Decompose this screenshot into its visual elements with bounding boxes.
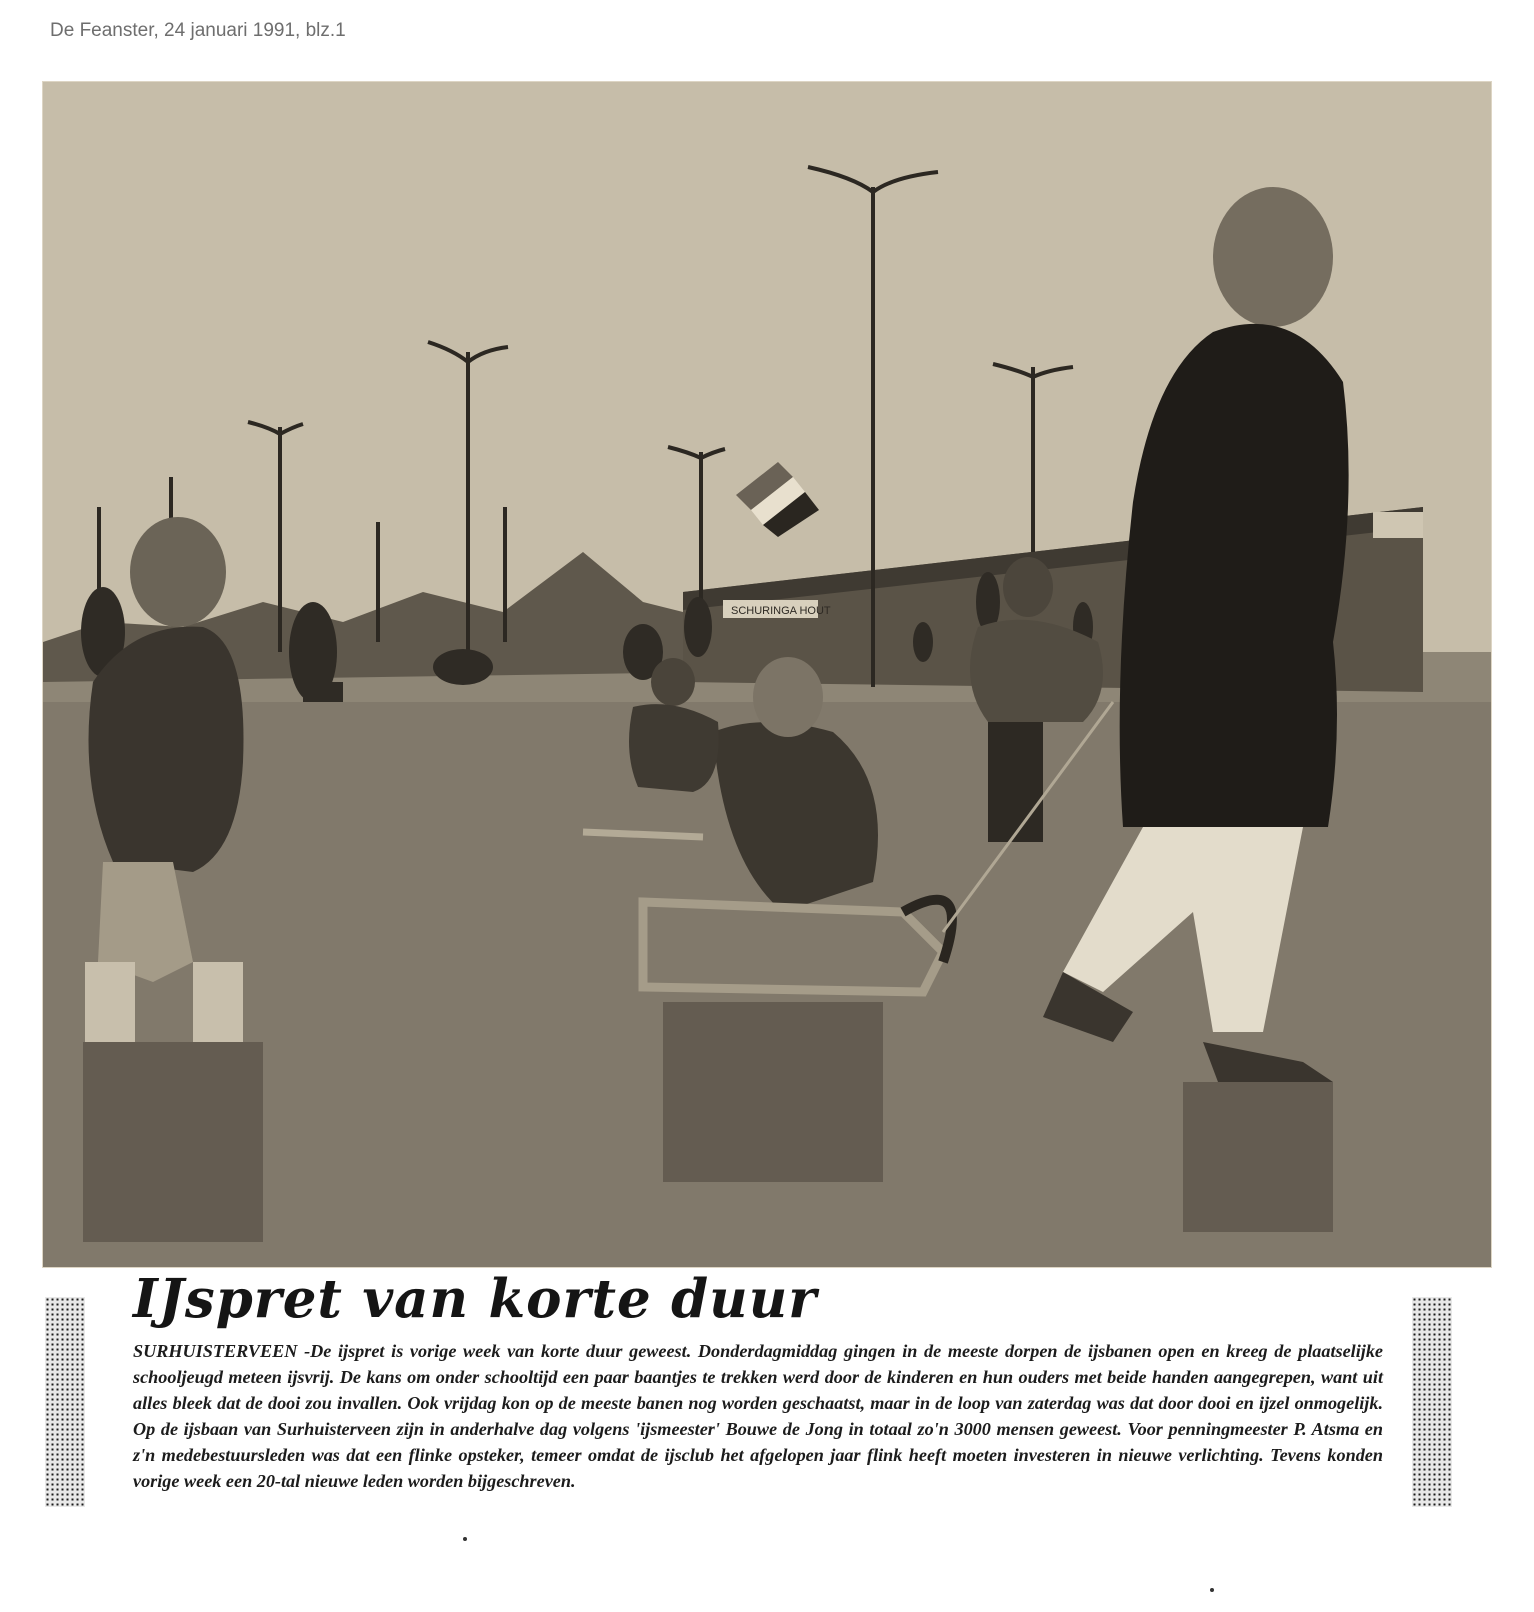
newspaper-photo: [42, 81, 1492, 1268]
decorative-stipple-left: [45, 1297, 85, 1507]
print-speck: [1210, 1588, 1214, 1592]
decorative-stipple-right: [1412, 1297, 1452, 1507]
article-headline: IJspret van korte duur: [133, 1268, 818, 1330]
source-caption: De Feanster, 24 januari 1991, blz.1: [50, 20, 346, 41]
article-body: SURHUISTERVEEN -De ijspret is vorige week van korte duur geweest. Donderdagmiddag gingen in de meeste dorpen de ijsbanen open en kreeg de plaatselijke schooljeugd meteen ijsvrij. De kans om onder schooltijd een paar baantjes te trekken werd door de kinderen en hun ouders met beide handen aangegrepen, want uit alles bleek dat de dooi zou invallen. Ook vrijdag kon op de meeste banen nog worden geschaatst, maar in de loop van zaterdag was dat door dooi en ijzel onmogelijk. Op de ijsbaan van Surhuisterveen zijn in anderhalve dag volgens 'ijsmeester' Bouwe de Jong in totaal zo'n 3000 mensen geweest. Voor penningmeester P. Atsma en z'n medebestuursleden was dat een flinke opsteker, temeer omdat de ijsclub het afgelopen jaar flink heeft moeten investeren in nieuwe verlichting. Tevens konden vorige week een 20-tal nieuwe leden worden bijgeschreven.: [133, 1341, 1383, 1491]
building-sign: SCHURINGA HOUT: [731, 605, 831, 617]
print-speck: [463, 1537, 467, 1541]
